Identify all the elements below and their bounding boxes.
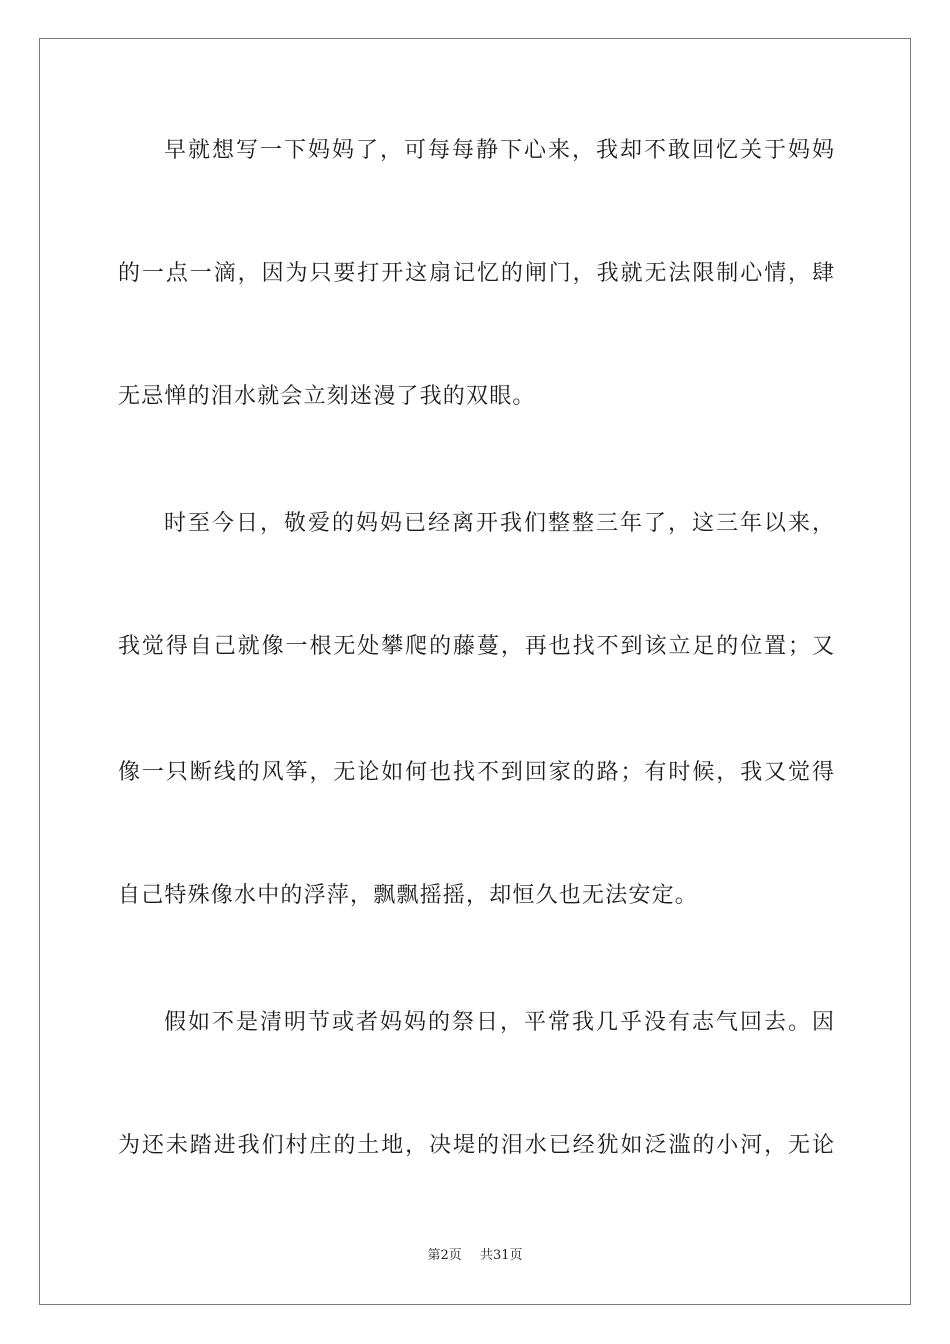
page-footer [0, 1247, 950, 1265]
page-total: 共31页 [479, 1248, 523, 1263]
page-border [39, 38, 911, 1305]
paragraph-3-line-1: 假如不是清明节或者妈妈的祭日，平常我几乎没有志气回去。因 [164, 1010, 834, 1035]
paragraph-2-line-2: 我觉得自己就像一根无处攀爬的藤蔓，再也找不到该立足的位置；又 [118, 634, 834, 659]
paragraph-2-line-1: 时至今日，敬爱的妈妈已经离开我们整整三年了，这三年以来， [164, 511, 834, 536]
paragraph-3-line-2: 为还未踏进我们村庄的土地，决堤的泪水已经犹如泛滥的小河，无论 [118, 1133, 834, 1158]
paragraph-1-line-2: 的一点一滴，因为只要打开这扇记忆的闸门，我就无法限制心情，肆 [118, 261, 834, 286]
paragraph-1-line-1: 早就想写一下妈妈了，可每每静下心来，我却不敢回忆关于妈妈 [164, 138, 834, 163]
page-number: 第2页 [427, 1248, 462, 1263]
paragraph-2-line-4: 自己特殊像水中的浮萍，飘飘摇摇，却恒久也无法安定。 [118, 883, 699, 908]
paragraph-1-line-3: 无忌惮的泪水就会立刻迷漫了我的双眼。 [118, 384, 536, 409]
paragraph-2-line-3: 像一只断线的风筝，无论如何也找不到回家的路；有时候，我又觉得 [118, 760, 834, 785]
